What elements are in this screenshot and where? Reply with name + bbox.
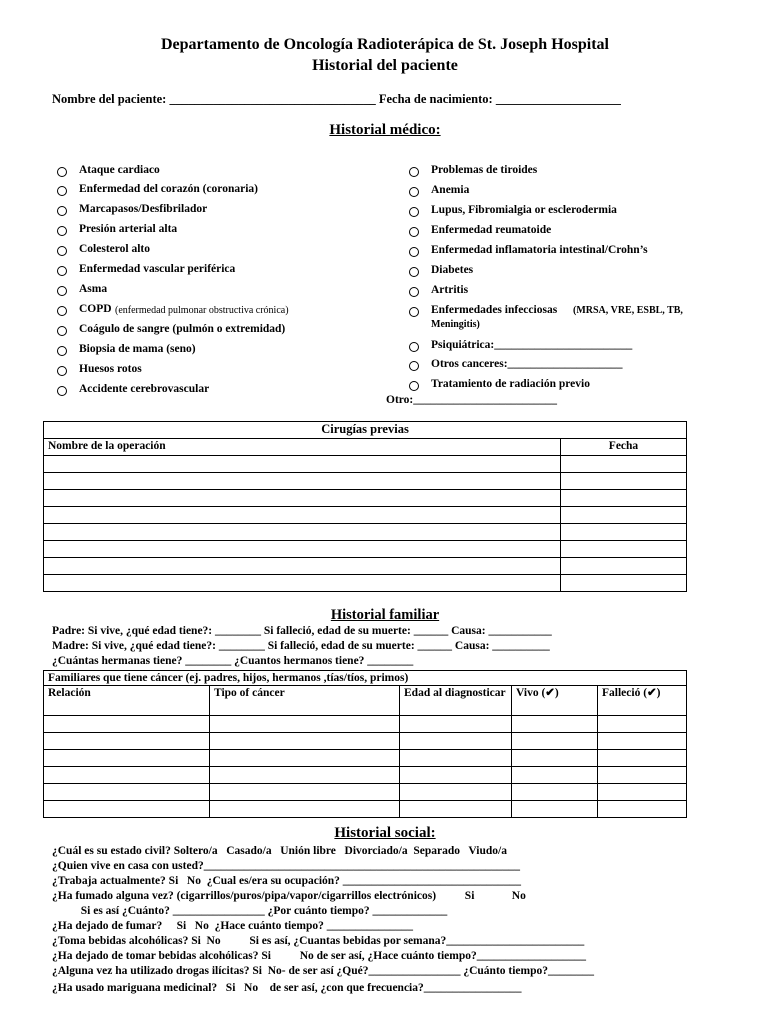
col-relation: Relación <box>44 686 210 716</box>
family-cell[interactable] <box>400 767 512 784</box>
family-table-title: Familiares que tiene cáncer (ej. padres, hijos, hermanos ,tías/tíos, primos) <box>44 671 687 686</box>
col-cancer-type: Tipo of cáncer <box>210 686 400 716</box>
social-question[interactable]: ¿Alguna vez ha utilizado drogas ilícitas? Si No- de ser así ¿Qué?________________ ¿Cuánto tiempo?________ <box>52 965 595 977</box>
family-row[interactable] <box>44 801 687 818</box>
family-cell[interactable] <box>44 750 210 767</box>
family-cancer-table <box>43 670 687 818</box>
surgery-cell[interactable] <box>561 575 687 592</box>
family-cell[interactable] <box>512 716 598 733</box>
family-history-title: Historial familiar <box>330 607 440 623</box>
medical-left-label: COPD <box>79 303 112 315</box>
social-question[interactable]: ¿Trabaja actualmente? Si No ¿Cual es/era su ocupación? _______________________________ <box>52 875 522 887</box>
family-row[interactable] <box>44 733 687 750</box>
family-cell[interactable] <box>598 801 687 818</box>
otro-field[interactable]: Otro:_________________________ <box>386 394 558 406</box>
checkbox-circle-icon[interactable] <box>409 167 419 177</box>
checkbox-circle-icon[interactable] <box>57 266 67 276</box>
medical-right-label: Lupus, Fibromialgia or esclerodermia <box>431 204 617 216</box>
checkbox-circle-icon[interactable] <box>57 326 67 336</box>
surgery-row[interactable] <box>44 575 687 592</box>
medical-right-label: Anemia <box>431 184 470 196</box>
family-cell[interactable] <box>400 750 512 767</box>
medical-right-label: Problemas de tiroides <box>431 164 538 176</box>
medical-left-label: Presión arterial alta <box>79 223 178 235</box>
family-cell[interactable] <box>44 784 210 801</box>
surgery-cell[interactable] <box>561 541 687 558</box>
family-cell[interactable] <box>210 801 400 818</box>
medical-left-label: Asma <box>79 283 108 295</box>
family-cell[interactable] <box>512 801 598 818</box>
checkbox-circle-icon[interactable] <box>409 187 419 197</box>
family-cell[interactable] <box>44 733 210 750</box>
checkbox-circle-icon[interactable] <box>57 286 67 296</box>
medical-left-label: Ataque cardiaco <box>79 164 160 176</box>
medical-right-label: Enfermedad inflamatoria intestinal/Crohn’s <box>431 244 648 256</box>
social-question[interactable]: ¿Cuál es su estado civil? Soltero/a Casado/a Unión libre Divorciado/a Separado Viudo/a <box>52 845 507 857</box>
col-deceased: Falleció (✔) <box>598 686 687 716</box>
medical-right-label: Enfermedad reumatoide <box>431 224 552 236</box>
social-question[interactable]: ¿Ha usado mariguana medicinal? Si No de ser así, ¿con que frecuencia?_________________ <box>52 982 522 994</box>
family-row[interactable] <box>44 767 687 784</box>
medical-right-label: Otros canceres:____________________ <box>431 358 623 370</box>
siblings-line[interactable]: ¿Cuántas hermanas tiene? ________ ¿Cuantos hermanos tiene? ________ <box>52 655 414 667</box>
family-row[interactable] <box>44 716 687 733</box>
family-cell[interactable] <box>44 767 210 784</box>
checkbox-circle-icon[interactable] <box>57 167 67 177</box>
surgeries-table <box>43 421 687 592</box>
surgery-name-header: Nombre de la operación <box>44 439 561 456</box>
checkbox-circle-icon[interactable] <box>57 206 67 216</box>
family-cell[interactable] <box>598 750 687 767</box>
family-cell[interactable] <box>400 733 512 750</box>
medical-left-label: Marcapasos/Desfibrilador <box>79 203 208 215</box>
surgery-cell[interactable] <box>44 575 561 592</box>
surgery-cell[interactable] <box>44 524 561 541</box>
social-question[interactable]: ¿Ha dejado de fumar? Si No ¿Hace cuánto tiempo? _______________ <box>52 920 413 932</box>
medical-left-label: Colesterol alto <box>79 243 151 255</box>
patient-info-line[interactable]: Nombre del paciente: _________________________________ Fecha de nacimiento: ____________________ <box>52 92 621 106</box>
family-cell[interactable] <box>210 750 400 767</box>
medical-right-label: Diabetes <box>431 264 474 276</box>
col-alive: Vivo (✔) <box>512 686 598 716</box>
family-cell[interactable] <box>512 750 598 767</box>
checkbox-circle-icon[interactable] <box>57 366 67 376</box>
checkbox-circle-icon[interactable] <box>57 226 67 236</box>
checkbox-circle-icon[interactable] <box>409 381 419 391</box>
surgery-row[interactable] <box>44 473 687 490</box>
checkbox-circle-icon[interactable] <box>409 342 419 352</box>
social-question[interactable]: ¿Toma bebidas alcohólicas? Si No Si es así, ¿Cuantas bebidas por semana?________________________ <box>52 935 585 947</box>
family-cell[interactable] <box>400 784 512 801</box>
page-title: Departamento de Oncología Radioterápica de St. Joseph Hospital <box>161 36 609 53</box>
page-subtitle: Historial del paciente <box>312 57 458 74</box>
surgery-cell[interactable] <box>561 558 687 575</box>
surgery-cell[interactable] <box>44 490 561 507</box>
family-row[interactable] <box>44 784 687 801</box>
family-cell[interactable] <box>598 784 687 801</box>
social-question[interactable]: ¿Ha dejado de tomar bebidas alcohólicas? Si No de ser así, ¿Hace cuánto tiempo?___________________ <box>52 950 587 962</box>
checkbox-circle-icon[interactable] <box>409 267 419 277</box>
checkbox-circle-icon[interactable] <box>409 361 419 371</box>
family-cell[interactable] <box>512 767 598 784</box>
surgery-cell[interactable] <box>44 558 561 575</box>
mother-line[interactable]: Madre: Si vive, ¿qué edad tiene?: ________ Si falleció, edad de su muerte: ______ Causa: __________ <box>52 640 550 652</box>
family-cell[interactable] <box>400 716 512 733</box>
checkbox-circle-icon[interactable] <box>409 307 419 317</box>
social-question[interactable]: Si es así ¿Cuánto? ________________ ¿Por cuánto tiempo? _____________ <box>52 905 448 917</box>
medical-history-title: Historial médico: <box>329 122 441 138</box>
surgery-cell[interactable] <box>561 456 687 473</box>
surgery-row[interactable] <box>44 558 687 575</box>
medical-right-label: Psiquiátrica:________________________ <box>431 339 633 351</box>
copd-note: (enfermedad pulmonar obstructiva crónica) <box>115 305 289 316</box>
social-history-title: Historial social: <box>334 825 436 841</box>
family-cell[interactable] <box>598 733 687 750</box>
family-row[interactable] <box>44 750 687 767</box>
family-cell[interactable] <box>210 733 400 750</box>
family-cell[interactable] <box>512 733 598 750</box>
surgery-row[interactable] <box>44 507 687 524</box>
medical-left-label: Coágulo de sangre (pulmón o extremidad) <box>79 323 286 335</box>
family-cell[interactable] <box>598 716 687 733</box>
medical-left-label: Enfermedad vascular periférica <box>79 263 236 275</box>
surgery-cell[interactable] <box>561 507 687 524</box>
checkbox-circle-icon[interactable] <box>57 306 67 316</box>
family-cell[interactable] <box>210 716 400 733</box>
checkbox-circle-icon[interactable] <box>409 287 419 297</box>
surgery-row[interactable] <box>44 456 687 473</box>
family-cell[interactable] <box>210 784 400 801</box>
checkbox-circle-icon[interactable] <box>409 247 419 257</box>
surgeries-title: Cirugías previas <box>44 422 687 439</box>
surgery-cell[interactable] <box>561 524 687 541</box>
col-diagnosis-age: Edad al diagnosticar <box>400 686 512 716</box>
infect-note: (MRSA, VRE, ESBL, TB, <box>573 305 683 316</box>
medical-left-label: Biopsia de mama (seno) <box>79 343 196 355</box>
checkbox-circle-icon[interactable] <box>57 386 67 396</box>
checkbox-circle-icon[interactable] <box>57 186 67 196</box>
father-line[interactable]: Padre: Si vive, ¿qué edad tiene?: ________ Si falleció, edad de su muerte: ______ Causa: ___________ <box>52 625 552 637</box>
surgery-cell[interactable] <box>44 507 561 524</box>
family-cell[interactable] <box>512 784 598 801</box>
checkbox-circle-icon[interactable] <box>57 346 67 356</box>
social-question[interactable]: ¿Ha fumado alguna vez? (cigarrillos/puros/pipa/vapor/cigarrillos electrónicos) Si No <box>52 890 526 902</box>
surgery-cell[interactable] <box>561 490 687 507</box>
family-cell[interactable] <box>210 767 400 784</box>
surgery-cell[interactable] <box>561 473 687 490</box>
surgery-cell[interactable] <box>44 456 561 473</box>
surgery-row[interactable] <box>44 541 687 558</box>
medical-left-label: Accidente cerebrovascular <box>79 383 210 395</box>
checkbox-circle-icon[interactable] <box>57 246 67 256</box>
family-cell[interactable] <box>400 801 512 818</box>
copd-wrap <box>115 304 289 316</box>
surgery-cell[interactable] <box>44 473 561 490</box>
family-cell[interactable] <box>44 801 210 818</box>
family-cell[interactable] <box>44 716 210 733</box>
surgery-date-header: Fecha <box>561 439 687 456</box>
surgery-row[interactable] <box>44 524 687 541</box>
medical-left-label: Enfermedad del corazón (coronaria) <box>79 183 258 195</box>
medical-right-label: Artritis <box>431 284 469 296</box>
medical-left-label: Huesos rotos <box>79 363 142 375</box>
social-question[interactable]: ¿Quien vive en casa con usted?_______________________________________________________ <box>52 860 520 872</box>
infect-note-2: Meningitis) <box>431 319 480 330</box>
medical-right-label: Tratamiento de radiación previo <box>431 378 590 390</box>
checkbox-circle-icon[interactable] <box>409 207 419 217</box>
medical-right-label: Enfermedades infecciosas <box>431 304 558 316</box>
family-cell[interactable] <box>598 767 687 784</box>
surgery-cell[interactable] <box>44 541 561 558</box>
checkbox-circle-icon[interactable] <box>409 227 419 237</box>
surgery-row[interactable] <box>44 490 687 507</box>
